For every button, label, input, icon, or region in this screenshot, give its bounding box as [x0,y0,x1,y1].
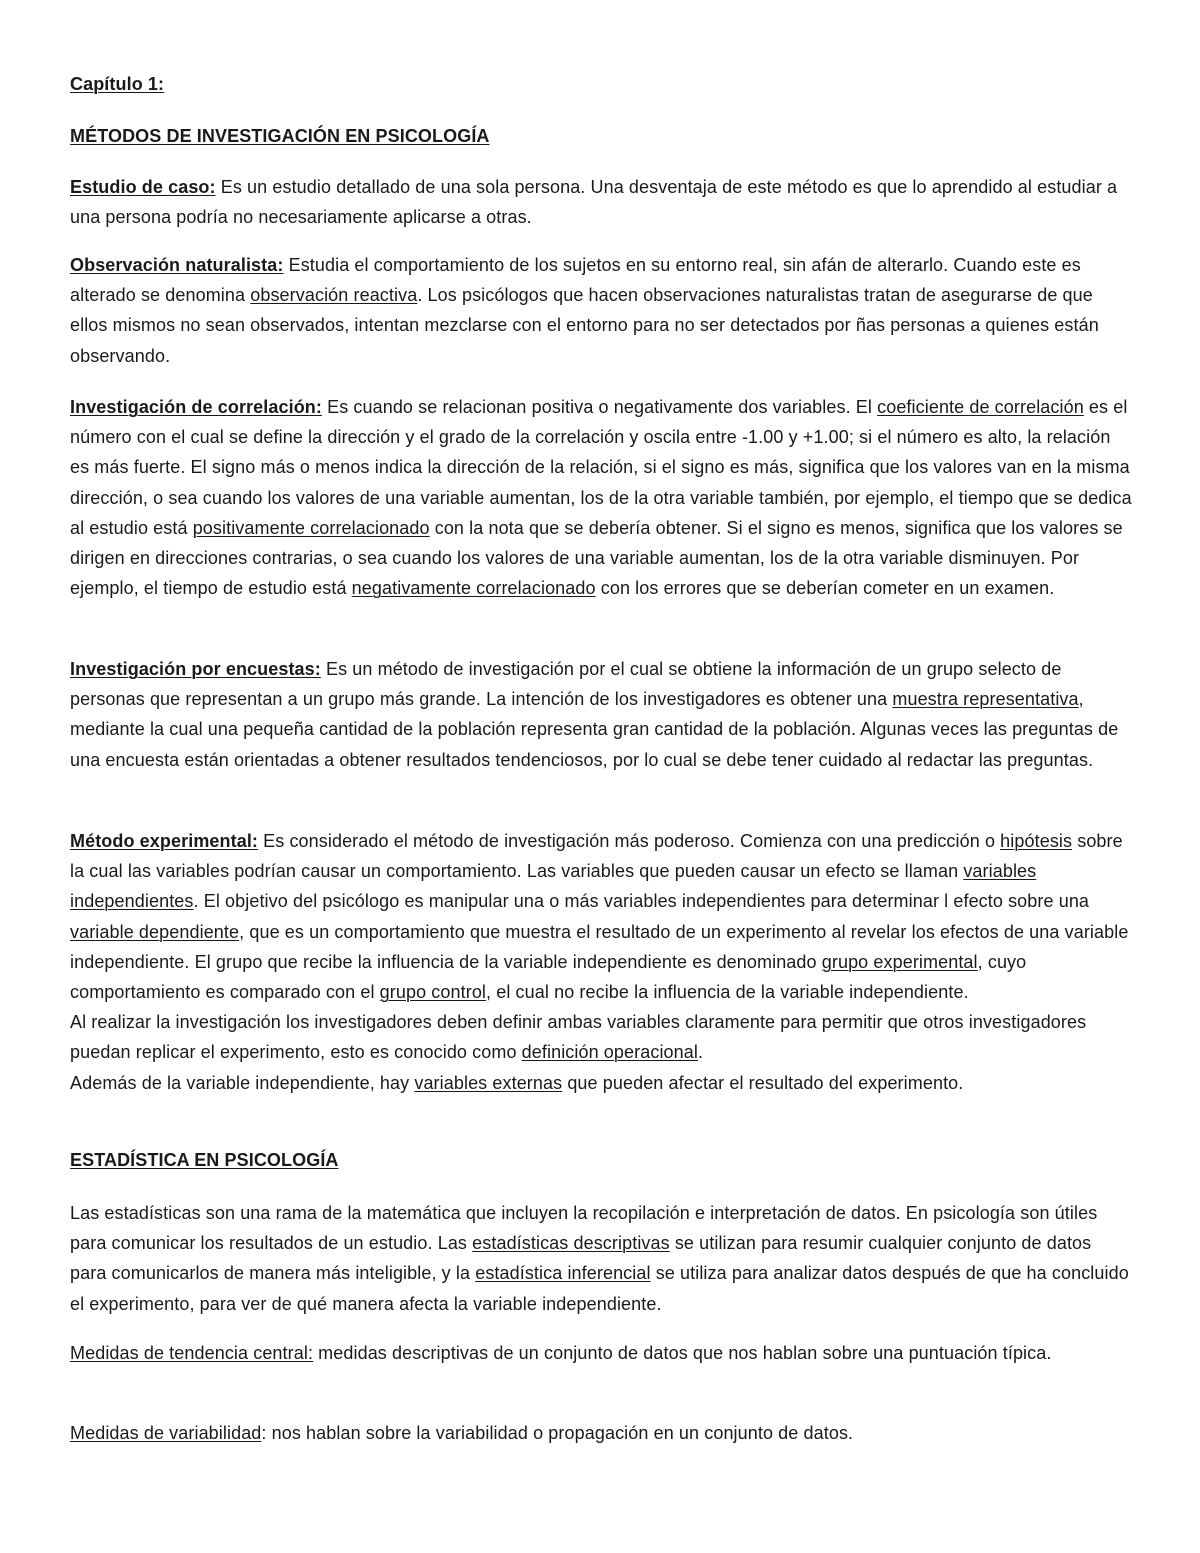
underlined-operational-definition: definición operacional [521,1042,698,1063]
term-survey: Investigación por encuestas: [70,659,321,679]
term-variability: Medidas de variabilidad [70,1423,262,1443]
chapter-label [70,74,1132,95]
paragraph-correlation [70,392,1132,603]
naturalistic-text-1: Estudia el comportamiento de los sujetos en su entorno real, sin afán de alterarlo. Cuando este es alterado se denomina [70,255,1081,306]
variability-text: : nos hablan sobre la variabilidad o propagación en un conjunto de datos. [261,1423,854,1443]
correlation-text-4: con los errores que se deberían cometer en un examen. [595,578,1055,599]
section-heading-methods [70,126,1132,147]
paragraph-central-tendency [70,1338,1132,1368]
term-naturalistic: Observación naturalista: [70,255,284,275]
underlined-descriptive-statistics: estadísticas descriptivas [472,1233,670,1254]
case-study-text: Es un estudio detallado de una sola persona. Una desventaja de este método es que lo aprendido al estudiar a una persona podría no necesariamente aplicarse a otras. [70,177,1118,228]
section-heading-statistics-text: ESTADÍSTICA EN PSICOLOGÍA [70,1150,339,1170]
experimental-line2-text-1: Al realizar la investigación los investigadores deben definir ambas variables claramente para permitir que otros investigadores puedan replicar el experimento, esto es conocido como [70,1012,1087,1063]
term-experimental: Método experimental: [70,831,259,851]
underlined-hypothesis: hipótesis [1000,831,1073,851]
statistics-text-2: se utilizan para resumir cualquier conjunto de datos para comunicarlos de manera más inteligible, y la [70,1233,1092,1284]
section-heading-statistics [70,1150,1132,1171]
underlined-negative-correlation: negativamente correlacionado [351,578,596,599]
underlined-positive-correlation: positivamente correlacionado [192,517,430,538]
experimental-text-2: sobre la cual las variables podrían causar un comportamiento. Las variables que pueden causar un efecto se llaman [70,831,1123,882]
paragraph-statistics-intro [70,1198,1132,1319]
survey-text-2: , mediante la cual una pequeña cantidad de la población representa gran cantidad de la población. Algunas veces las preguntas de una encuesta están orientadas a obtener resultados tendenciosos, por lo cual se debe tener cuidado al redactar las preguntas. [70,689,1119,770]
term-correlation: Investigación de correlación: [70,397,322,417]
experimental-text-6: , el cual no recibe la influencia de la variable independiente. [486,982,969,1003]
underlined-correlation-coefficient: coeficiente de correlación [877,397,1084,417]
underlined-external-variables: variables externas [414,1072,563,1093]
statistics-text-1: Las estadísticas son una rama de la matemática que incluyen la recopilación e interpretación de datos. En psicología son útiles para comunicar los resultados de un estudio. Las [70,1203,1098,1254]
section-heading-methods-text: MÉTODOS DE INVESTIGACIÓN EN PSICOLOGÍA [70,126,490,146]
underlined-independent-variables: variables independientes [70,861,1037,912]
naturalistic-text-2: . Los psicólogos que hacen observaciones naturalistas tratan de asegurarse de que ellos mismos no sean observados, intentan mezclarse con el entorno para no ser detectados por ñas personas a quienes están observando. [70,285,1099,366]
paragraph-experimental [70,826,1132,1098]
paragraph-case-study [70,172,1132,232]
paragraph-variability [70,1418,1132,1448]
experimental-text-1: Es considerado el método de investigación más poderoso. Comienza con una predicción o [258,831,1001,851]
experimental-text-5: , cuyo comportamiento es comparado con el [70,951,1027,1003]
term-case-study: Estudio de caso: [70,177,216,197]
experimental-text-3: . El objetivo del psicólogo es manipular una o más variables independientes para determinar l efecto sobre una [193,891,1090,912]
underlined-dependent-variable: variable dependiente [70,921,240,942]
correlation-text-1: Es cuando se relacionan positiva o negativamente dos variables. El [321,397,878,417]
underlined-reactive-observation: observación reactiva [250,285,418,306]
underlined-experimental-group: grupo experimental [821,951,978,972]
central-tendency-text: medidas descriptivas de un conjunto de datos que nos hablan sobre una puntuación típica. [313,1343,1052,1363]
survey-text-1: Es un método de investigación por el cual se obtiene la información de un grupo selecto de personas que representan a un grupo más grande. La intención de los investigadores es obtener una [70,659,1062,710]
underlined-inferential-statistics: estadística inferencial [475,1263,651,1284]
term-central-tendency: Medidas de tendencia central: [70,1343,314,1363]
statistics-text-3: se utiliza para analizar datos después de que ha concluido el experimento, para ver de qué manera afecta la variable independiente. [70,1263,1129,1314]
chapter-label-text: Capítulo 1: [70,74,165,94]
paragraph-naturalistic [70,250,1132,371]
experimental-line3-text-2: que pueden afectar el resultado del experimento. [562,1072,964,1093]
correlation-text-3: con la nota que se debería obtener. Si el signo es menos, significa que los valores se dirigen en direcciones contrarias, o sea cuando los valores de una variable aumentan, los de la otra variable disminuyen. Por ejemplo, el tiempo de estudio está [70,517,1123,599]
underlined-representative-sample: muestra representativa [892,689,1079,710]
correlation-text-2: es el número con el cual se define la dirección y el grado de la correlación y oscila entre -1.00 y +1.00; si el número es alto, la relación es más fuerte. El signo más o menos indica la dirección de la relación, si el signo es más, significa que los valores van en la misma dirección, o sea cuando los valores de una variable aumentan, los de la otra variable también, por ejemplo, el tiempo que se dedica al estudio está [70,397,1132,538]
experimental-line2-text-2: . [697,1042,704,1063]
paragraph-survey [70,654,1132,775]
experimental-text-4: , que es un comportamiento que muestra el resultado de un experimento al revelar los efectos de una variable independiente. El grupo que recibe la influencia de la variable independiente es denominado [70,921,1129,972]
underlined-control-group: grupo control [379,982,487,1003]
experimental-line3-text-1: Además de la variable independiente, hay [70,1072,415,1093]
